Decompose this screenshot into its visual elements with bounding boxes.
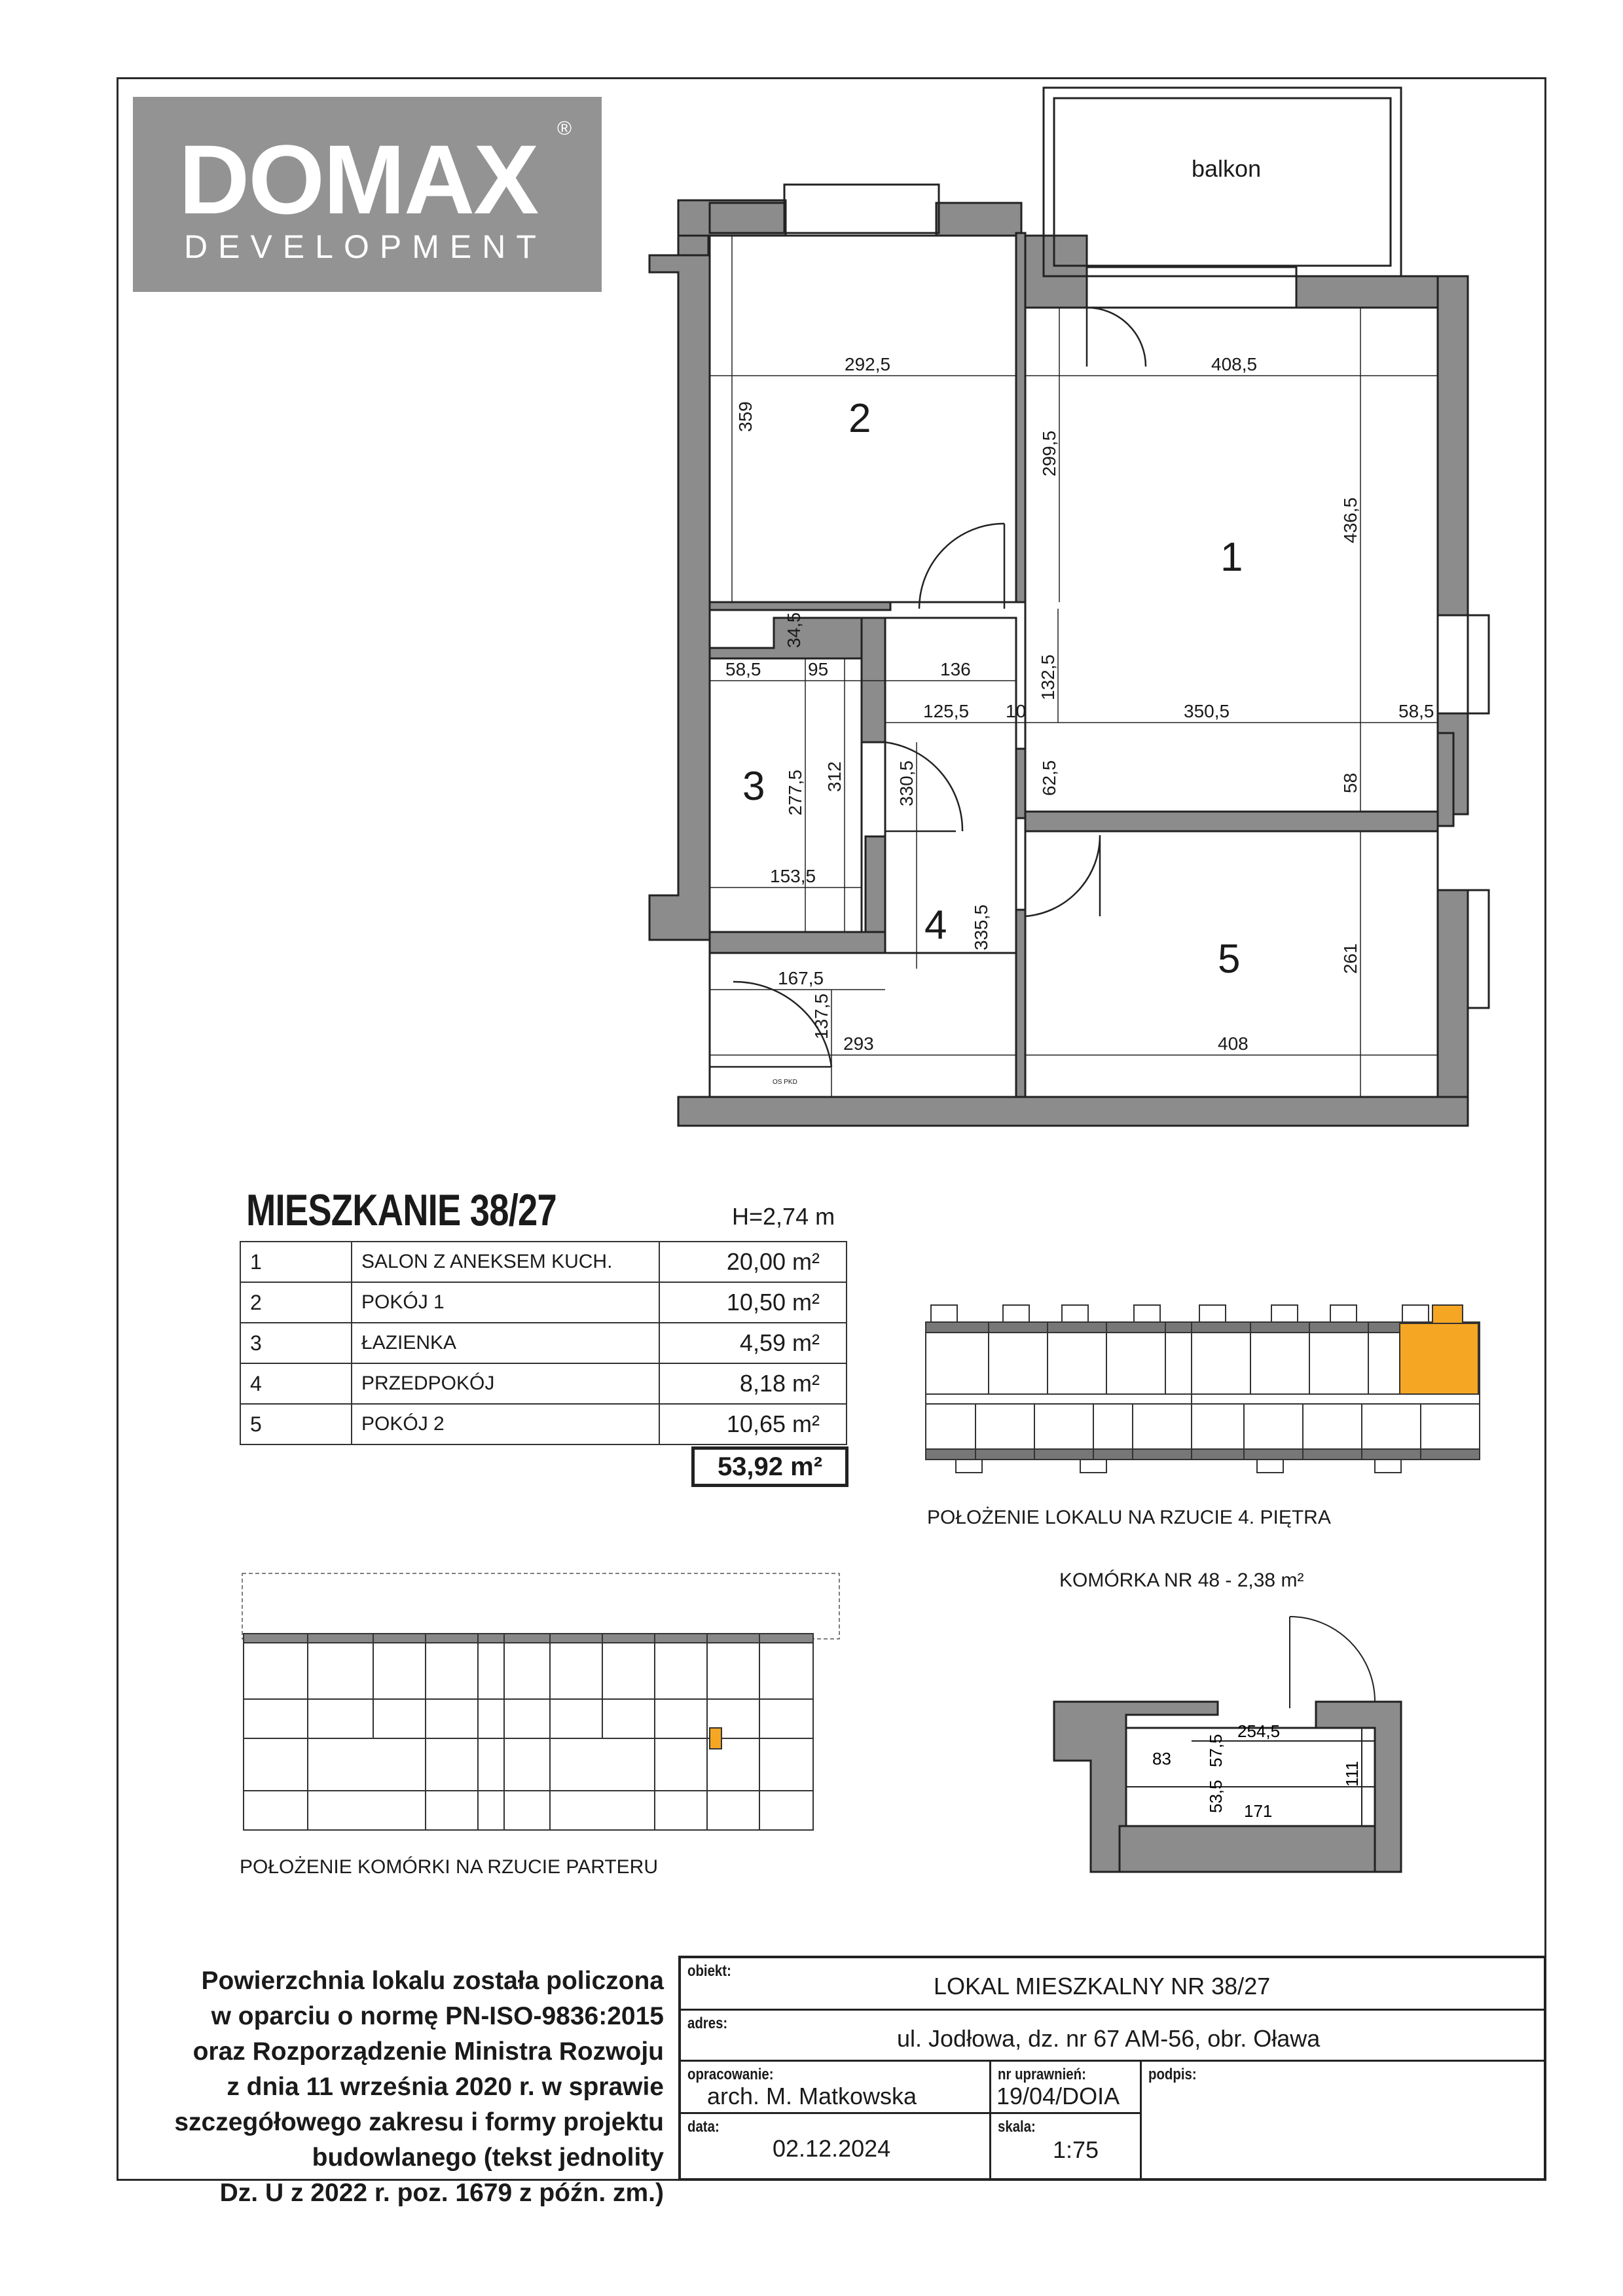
- wall-room2-top2: [710, 203, 786, 233]
- scale-value: 1:75: [1053, 2136, 1099, 2163]
- wall-bottom: [678, 1097, 1468, 1126]
- dim-335-5: 335,5: [971, 904, 991, 950]
- dim-34-5: 34,5: [784, 612, 804, 648]
- dim-312: 312: [824, 761, 845, 792]
- room-name: ŁAZIENKA: [352, 1323, 659, 1363]
- room-name: PRZEDPOKÓJ: [352, 1363, 659, 1404]
- date-value: 02.12.2024: [773, 2135, 891, 2162]
- room-num: 2: [240, 1282, 352, 1323]
- dim-10: 10: [1006, 701, 1027, 721]
- dim-299-5: 299,5: [1039, 430, 1059, 476]
- window-right-lower: [1468, 890, 1489, 1008]
- wall-bath-bottom: [710, 932, 885, 953]
- table-row: [240, 1323, 847, 1363]
- floor-key-plan: [917, 1296, 1493, 1479]
- window-room1: [1087, 267, 1296, 308]
- dim-58-5-left: 58,5: [725, 659, 761, 679]
- storage-highlight: [710, 1728, 721, 1749]
- storage-dim-83: 83: [1152, 1749, 1171, 1768]
- prepared-caption: opracowanie:: [687, 2066, 774, 2083]
- entry-floor: [710, 953, 1016, 1097]
- dim-277-5: 277,5: [785, 769, 805, 816]
- wall-room2-right: [1016, 233, 1025, 602]
- room-area: 10,65 m²: [659, 1404, 847, 1444]
- logo-brand: DOMAX: [179, 124, 538, 234]
- wall-right-lower: [1438, 890, 1468, 1126]
- room-number-2: 2: [848, 396, 871, 441]
- wall-room5-left: [1016, 910, 1025, 1097]
- area-calculation-note: Powierzchnia lokalu została policzona w oparciu o normę PN-ISO-9836:2015 oraz Rozporządzenie Ministra Rozwoju z dnia 11 września 2020 r. w sprawie szczegółowego zakresu i formy projektu budowlanego (tekst jednolity Dz. U z 2022 r. poz. 1679 z późn. zm.): [174, 1967, 664, 2207]
- small-mark: OS PKD: [773, 1079, 797, 1086]
- dim-62-5: 62,5: [1039, 760, 1059, 796]
- table-row: [240, 1363, 847, 1404]
- balcony: [1044, 88, 1401, 276]
- dim-167-5: 167,5: [778, 968, 824, 988]
- dim-136: 136: [940, 659, 971, 679]
- room-area: 8,18 m²: [659, 1363, 847, 1404]
- window-right-upper: [1468, 615, 1489, 713]
- room-table: [240, 1241, 847, 1445]
- storage-plan: [1048, 1610, 1414, 1878]
- object-caption: obiekt:: [687, 1962, 731, 1980]
- room-name: POKÓJ 1: [352, 1282, 659, 1323]
- logo-subtitle: DEVELOPMENT: [184, 228, 547, 265]
- room-num: 1: [240, 1242, 352, 1282]
- storage-dim-171: 171: [1244, 1801, 1273, 1821]
- wall-room2-bottom: [710, 602, 890, 610]
- dim-125-5: 125,5: [923, 701, 970, 721]
- wall-top-mid: [936, 203, 1021, 236]
- window-room2: [784, 185, 939, 233]
- room-area: 10,50 m²: [659, 1282, 847, 1323]
- room-number-4: 4: [924, 903, 947, 948]
- table-row: [240, 1404, 847, 1444]
- total-area: 53,92 m²: [691, 1446, 848, 1487]
- ground-key-plan: [236, 1568, 851, 1843]
- room-num: 5: [240, 1404, 352, 1444]
- table-row: [240, 1282, 847, 1323]
- wall-right-upper: [1438, 276, 1468, 615]
- ceiling-height: H=2,74 m: [732, 1203, 835, 1230]
- signature-caption: podpis:: [1148, 2066, 1197, 2083]
- storage-dim-53-5: 53,5: [1206, 1780, 1226, 1813]
- storage-dim-111: 111: [1342, 1761, 1362, 1787]
- storage-caption: KOMÓRKA NR 48 - 2,38 m²: [1059, 1570, 1304, 1591]
- room-num: 3: [240, 1323, 352, 1363]
- dim-95: 95: [808, 659, 829, 679]
- dim-350-5: 350,5: [1184, 701, 1230, 721]
- dim-330-5: 330,5: [896, 760, 917, 806]
- balcony-inner: [1054, 98, 1391, 266]
- wall-room1-bottom: [1025, 812, 1438, 831]
- apartment-title: MIESZKANIE 38/27: [246, 1185, 556, 1235]
- balcony-label: balkon: [1192, 155, 1262, 182]
- room-num: 4: [240, 1363, 352, 1404]
- dim-408-5: 408,5: [1211, 354, 1258, 374]
- prepared-value: arch. M. Matkowska: [707, 2083, 917, 2109]
- floor-caption: POŁOŻENIE LOKALU NA RZUCIE 4. PIĘTRA: [927, 1507, 1331, 1528]
- wall-left-main: [649, 255, 710, 940]
- date-caption: data:: [687, 2118, 720, 2136]
- scale-caption: skala:: [998, 2118, 1036, 2136]
- wall-bath-right2: [866, 836, 885, 940]
- dim-292-5: 292,5: [845, 354, 891, 374]
- dim-58-5-right: 58,5: [1398, 701, 1434, 721]
- address-caption: adres:: [687, 2015, 728, 2032]
- room-area: 20,00 m²: [659, 1242, 847, 1282]
- address-value: ul. Jodłowa, dz. nr 67 AM-56, obr. Oława: [897, 2025, 1321, 2052]
- room-number-5: 5: [1218, 937, 1241, 982]
- license-value: 19/04/DOIA: [996, 2083, 1120, 2109]
- room-number-3: 3: [742, 764, 765, 809]
- object-value: LOKAL MIESZKALNY NR 38/27: [934, 1973, 1271, 2000]
- ground-caption: POŁOŻENIE KOMÓRKI NA RZUCIE PARTERU: [240, 1856, 658, 1878]
- dim-132-5: 132,5: [1038, 654, 1058, 700]
- table-row: [240, 1242, 847, 1282]
- logo-registered-mark: ®: [557, 118, 572, 139]
- room-name: SALON Z ANEKSEM KUCH.: [352, 1242, 659, 1282]
- wall-room1-left: [1016, 749, 1025, 818]
- storage-dim-254-5: 254,5: [1237, 1721, 1281, 1741]
- dim-293: 293: [843, 1033, 874, 1054]
- room-area: 4,59 m²: [659, 1323, 847, 1363]
- dim-153-5: 153,5: [770, 866, 816, 886]
- title-block: [678, 1956, 1546, 2181]
- apartment-highlight: [1400, 1323, 1478, 1394]
- wall-bath-right: [862, 618, 885, 742]
- dim-261: 261: [1340, 943, 1360, 974]
- room-number-1: 1: [1220, 535, 1243, 580]
- dim-137-5: 137,5: [811, 993, 831, 1039]
- license-caption: nr uprawnień:: [998, 2066, 1086, 2083]
- storage-dim-57-5: 57,5: [1206, 1734, 1226, 1767]
- dim-58: 58: [1340, 772, 1360, 793]
- dim-359: 359: [735, 401, 756, 432]
- room-name: POKÓJ 2: [352, 1404, 659, 1444]
- dim-436-5: 436,5: [1340, 497, 1360, 543]
- dim-408: 408: [1218, 1033, 1249, 1054]
